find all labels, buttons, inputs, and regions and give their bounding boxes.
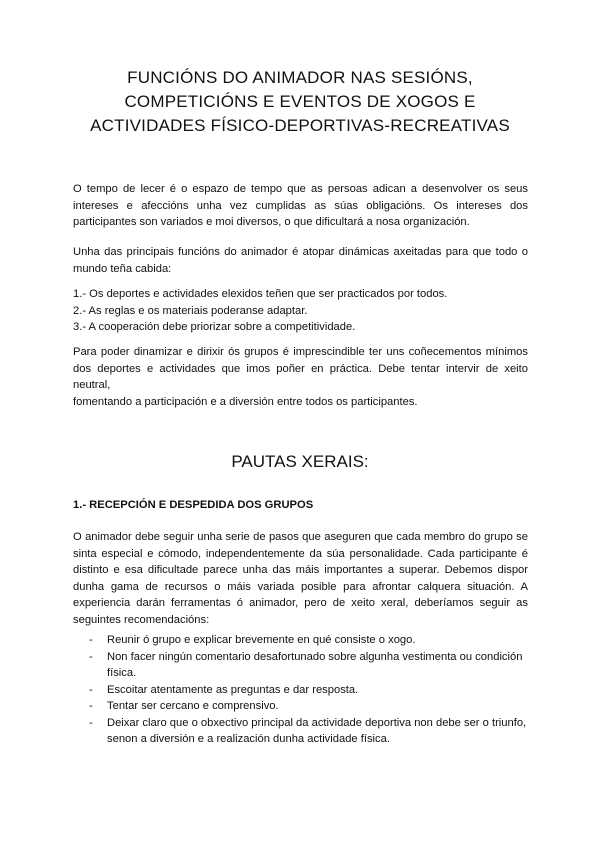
intro-line-3: participantes son variados e moi diversos, o que dificultará a nosa organización. (73, 216, 470, 228)
intro-line-1: O tempo de lecer é o espazo de tempo que as persoas adican a desenvolver os seus (73, 183, 528, 195)
reception-line-6: seguintes recomendacións: (73, 613, 210, 626)
reception-line-5: experiencia darán ferramentas ó animador, pero de xeito xeral, deberíamos seguir as (73, 597, 528, 609)
dash-bullet: - (89, 634, 93, 646)
title-line-3: ACTIVIDADES FÍSICO-DEPORTIVAS-RECREATIVAS (90, 116, 510, 135)
rule-item: 3.- A cooperación debe priorizar sobre a competitividade. (73, 321, 356, 333)
reception-line-4: dunha gama de recursos o máis variada posible para afrontar calquera situación. A (73, 580, 528, 593)
dash-bullet: - (89, 700, 93, 712)
reception-line-3: distinto e esa dificultade parece unha das máis importantes a superar. Debemos dispor (73, 564, 528, 576)
functions-paragraph (73, 244, 528, 277)
reception-line-2: sinta especial e cómodo, independentemente da súa personalidade. Cada participante é (73, 547, 528, 560)
dynamics-line-3: fomentando a participación e a diversión entre todos os participantes. (73, 395, 418, 408)
list-item (89, 632, 529, 649)
section-title: PAUTAS XERAIS: (231, 452, 369, 471)
dynamics-paragraph (73, 344, 528, 410)
intro-line-2: intereses e afeccións unha vez cumplidas as súas obligacións. Os intereses dos (73, 199, 528, 212)
document-title (60, 66, 540, 138)
list-item (89, 698, 529, 715)
list-item (89, 682, 529, 699)
functions-line-1: Unha das principais funcións do animador é atopar dinámicas axeitadas para que todo o (73, 246, 528, 258)
recommendations-list (89, 632, 529, 748)
dash-bullet: - (89, 650, 93, 663)
dynamics-line-2: dos deportes e actividades que imos poñer en práctica. Debe tentar intervir de xeito neutral, (73, 362, 528, 391)
list-item-text: Non facer ningún comentario desafortunado sobre algunha vestimenta ou condición física. (107, 650, 523, 679)
rules-list (73, 286, 447, 336)
title-line-1: FUNCIÓNS DO ANIMADOR NAS SESIÓNS, (127, 68, 473, 87)
dash-bullet: - (89, 683, 93, 696)
list-item-text: Escoitar atentamente as preguntas e dar resposta. (107, 683, 359, 696)
subsection-title: 1.- RECEPCIÓN E DESPEDIDA DOS GRUPOS (73, 499, 314, 511)
list-item-text: Tentar ser cercano e comprensivo. (107, 700, 279, 712)
list-item (89, 715, 529, 748)
title-line-2: COMPETICIÓNS E EVENTOS DE XOGOS E (124, 92, 476, 111)
rule-item: 1.- Os deportes e actividades elexidos teñen que ser practicados por todos. (73, 288, 448, 300)
rule-item: 2.- As reglas e os materiais poderanse adaptar. (73, 304, 308, 317)
intro-paragraph (73, 181, 528, 231)
dash-bullet: - (89, 716, 93, 729)
dynamics-line-1: Para poder dinamizar e dirixir ós grupos é imprescindible ter uns coñecementos mínimos (73, 346, 528, 358)
reception-paragraph (73, 529, 528, 628)
list-item (89, 649, 529, 682)
functions-line-2: mundo teña cabida: (73, 262, 172, 275)
list-item-text: Reunir ó grupo e explicar brevemente en qué consiste o xogo. (107, 634, 416, 646)
list-item-text: Deixar claro que o obxectivo principal da actividade deportiva non debe ser o triunfo, senon a diversión e a realización dunha actividade física. (107, 716, 527, 745)
reception-line-1: O animador debe seguir unha serie de pasos que aseguren que cada membro do grupo se (73, 531, 528, 543)
